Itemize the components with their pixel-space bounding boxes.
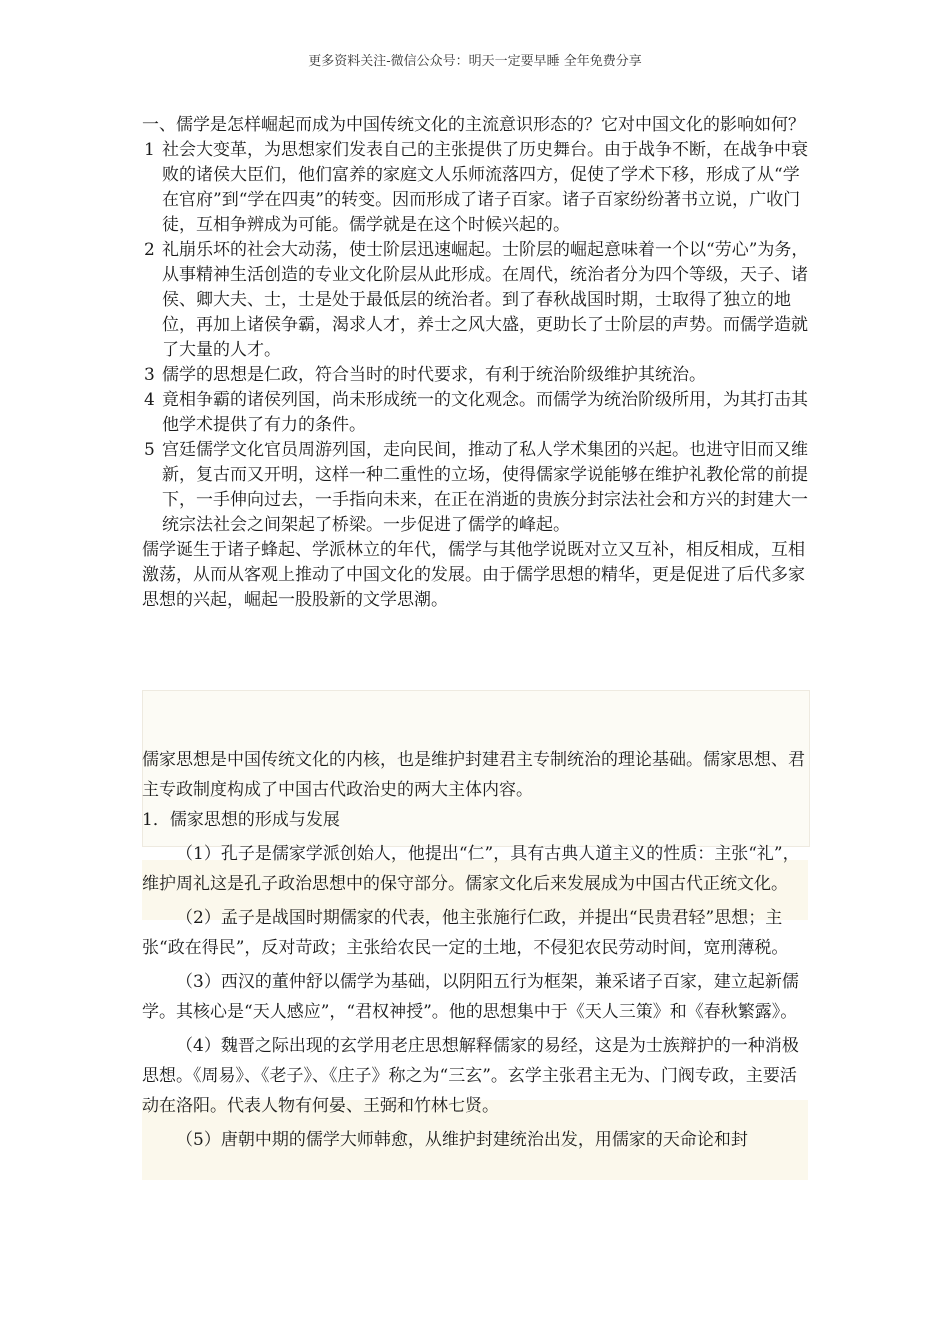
section-heading: 1．儒家思想的形成与发展 [142, 810, 340, 830]
item-text: 竟相争霸的诸侯列国，尚未形成统一的文化观念。而儒学为统治阶级所用，为其打击其他学术提供了有力的条件。 [162, 390, 808, 435]
page-header: 更多资料关注-微信公众号：明天一定要早睡 全年免费分享 [308, 54, 642, 69]
point-paragraph: （3）西汉的董仲舒以儒学为基础，以阴阳五行为框架，兼采诸子百家，建立起新儒学。其核心是“天人感应”，“君权神授”。他的思想集中于《天人三策》和《春秋繁露》。 [142, 972, 799, 1022]
summary-paragraph: 儒学诞生于诸子蜂起、学派林立的年代，儒学与其他学说既对立又互补，相反相成，互相激荡，从而从客观上推动了中国文化的发展。由于儒学思想的精华，更是促进了后代多家思想的兴起，崛起一股股新的文学思潮。 [142, 540, 805, 610]
point-paragraph: （2）孟子是战国时期儒家的代表，他主张施行仁政，并提出“民贵君轻”思想；主张“政在得民”，反对苛政；主张给农民一定的土地，不侵犯农民劳动时间，宽刑薄税。 [142, 908, 789, 958]
item-text: 社会大变革，为思想家们发表自己的主张提供了历史舞台。由于战争不断，在战争中衰败的诸侯大臣们，他们富养的家庭文人乐师流落四方，促使了学术下移，形成了从“学在官府”到“学在四夷”的转变。因而形成了诸子百家。诸子百家纷纷著书立说，广收门徒，互相争辨成为可能。儒学就是在这个时候兴起的。 [162, 140, 808, 235]
item-text: 儒学的思想是仁政，符合当时的时代要求，有利于统治阶级维护其统治。 [162, 365, 706, 385]
list-item [142, 438, 810, 538]
item-text: 礼崩乐坏的社会大动荡，使士阶层迅速崛起。士阶层的崛起意味着一个以“劳心”为务，从事精神生活创造的专业文化阶层从此形成。在周代，统治者分为四个等级，天子、诸侯、卿大夫、士，士是处于最低层的统治者。到了春秋战国时期，士取得了独立的地位，再加上诸侯争霸，渴求人才，养士之风大盛，更助长了士阶层的声势。而儒学造就了大量的人才。 [162, 240, 809, 360]
item-number: 4 [144, 390, 155, 410]
point-paragraph: （5）唐朝中期的儒学大师韩愈，从维护封建统治出发，用儒家的天命论和封 [176, 1130, 748, 1150]
list-item [142, 388, 810, 438]
item-number: 5 [144, 440, 155, 460]
question-heading: 一、儒学是怎样崛起而成为中国传统文化的主流意识形态的？它对中国文化的影响如何？ [142, 115, 805, 135]
point-paragraph: （1）孔子是儒家学派创始人，他提出“仁”，具有古典人道主义的性质：主张“礼”，维护周礼这是孔子政治思想中的保守部分。儒家文化后来发展成为中国古代正统文化。 [142, 844, 800, 894]
list-item [142, 363, 810, 388]
section-2 [142, 745, 810, 1155]
point-paragraph: （4）魏晋之际出现的玄学用老庄思想解释儒家的易经，这是为士族辩护的一种消极思想。《周易》、《老子》、《庄子》称之为“三玄”。玄学主张君主无为、门阀专政，主要活动在洛阳。代表人物有何晏、王弼和竹林七贤。 [142, 1036, 799, 1116]
item-number: 2 [144, 240, 155, 260]
list-item [142, 238, 810, 363]
item-number: 3 [144, 365, 155, 385]
section-1 [142, 113, 810, 613]
list-item [142, 138, 810, 238]
item-number: 1 [144, 140, 155, 160]
intro-paragraph: 儒家思想是中国传统文化的内核，也是维护封建君主专制统治的理论基础。儒家思想、君主专政制度构成了中国古代政治史的两大主体内容。 [142, 750, 805, 800]
item-text: 宫廷儒学文化官员周游列国，走向民间，推动了私人学术集团的兴起。也进守旧而又维新，复古而又开明，这样一种二重性的立场，使得儒家学说能够在维护礼教伦常的前提下，一手伸向过去，一手指向未来，在正在消逝的贵族分封宗法社会和方兴的封建大一统宗法社会之间架起了桥梁。一步促进了儒学的峰起。 [162, 440, 808, 535]
